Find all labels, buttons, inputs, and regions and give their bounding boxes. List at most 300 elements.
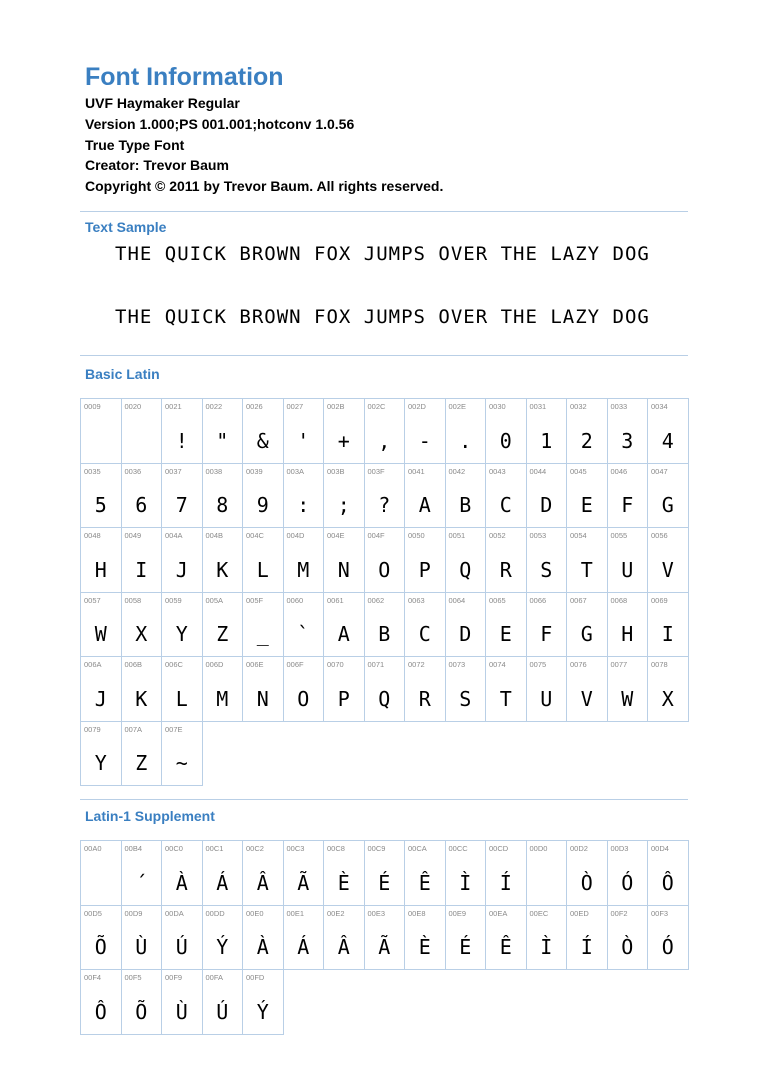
glyph-code: 00E9 (448, 908, 467, 918)
glyph-char: V (580, 686, 593, 711)
glyph-cell (80, 398, 122, 464)
glyph-cell (80, 721, 122, 787)
glyph-code: 00D3 (610, 844, 629, 853)
glyph-char: H (94, 557, 107, 582)
glyph-code: 0038 (205, 466, 223, 476)
glyph-char: 0 (499, 428, 512, 453)
glyph-char: R (418, 686, 431, 711)
glyph-code: 0031 (529, 402, 547, 411)
glyph-code: 0078 (651, 660, 668, 669)
glyph-char: É (459, 935, 472, 959)
glyph-char: Ý (216, 935, 229, 959)
glyph-char: ` (297, 622, 310, 646)
glyph-cell (202, 398, 244, 464)
glyph-cell (485, 840, 527, 906)
glyph-code: 00ED (570, 908, 589, 918)
glyph-code: 003F (367, 466, 385, 476)
glyph-code: 0033 (610, 402, 628, 411)
glyph-cell (80, 840, 122, 906)
glyph-cell (202, 527, 244, 593)
glyph-code: 00CA (408, 844, 427, 853)
glyph-char: 3 (621, 428, 634, 453)
glyph-cell (485, 463, 527, 529)
glyph-cell (485, 592, 527, 658)
glyph-cell (80, 905, 122, 971)
glyph-code: 004E (327, 531, 345, 540)
glyph-char: O (297, 686, 310, 711)
glyph-cell (242, 656, 284, 722)
glyph-cell (607, 840, 649, 906)
glyph-code: 0037 (165, 466, 182, 476)
glyph-code: 00E3 (367, 908, 386, 918)
glyph-cell (161, 840, 203, 906)
glyph-char: Í (499, 870, 512, 895)
glyph-char: Â (337, 935, 350, 959)
glyph-code: 00C0 (165, 844, 183, 853)
glyph-code: 0075 (529, 660, 547, 669)
glyph-code: 0056 (651, 531, 668, 540)
glyph-char: ' (297, 428, 310, 453)
glyph-code: 002D (408, 402, 426, 411)
glyph-code: 0065 (489, 595, 506, 605)
glyph-cell (283, 527, 325, 593)
glyph-cell (202, 656, 244, 722)
glyph-code: 0077 (610, 660, 628, 669)
glyph-char: B (459, 493, 472, 517)
glyph-code: 002C (367, 402, 386, 411)
glyph-char: J (175, 557, 188, 582)
glyph-cell (283, 656, 325, 722)
glyph-char: ! (175, 428, 188, 453)
glyph-char: À (256, 935, 269, 959)
glyph-code: 0026 (246, 402, 263, 411)
glyph-char: T (499, 686, 512, 711)
glyph-cell (161, 905, 203, 971)
text-sample-line: THE QUICK BROWN FOX JUMPS OVER THE LAZY DOG (115, 306, 650, 328)
glyph-cell (607, 463, 649, 529)
glyph-cell (607, 656, 649, 722)
glyph-char: U (621, 557, 634, 582)
glyph-cell (323, 527, 365, 593)
glyph-code: 00EC (529, 908, 549, 918)
glyph-code: 0070 (327, 660, 344, 669)
glyph-cell (526, 398, 568, 464)
glyph-code: 00C1 (205, 844, 224, 853)
glyph-char: X (135, 622, 148, 646)
glyph-cell (121, 527, 163, 593)
divider (80, 211, 688, 212)
glyph-code: 00F3 (651, 908, 669, 918)
divider (80, 799, 688, 800)
glyph-char: M (297, 557, 310, 582)
glyph-code: 0057 (84, 595, 101, 605)
glyph-code: 00D0 (529, 844, 548, 853)
glyph-cell (566, 656, 608, 722)
glyph-cell (323, 840, 365, 906)
glyph-code: 006C (165, 660, 183, 669)
glyph-cell (607, 592, 649, 658)
glyph-code: 0058 (124, 595, 142, 605)
glyph-cell (364, 463, 406, 529)
glyph-code: 0062 (367, 595, 385, 605)
glyph-code: 00C9 (367, 844, 386, 853)
glyph-code: 0047 (651, 466, 668, 476)
glyph-char: K (216, 557, 229, 582)
glyph-cell (242, 905, 284, 971)
glyph-code: 0049 (124, 531, 142, 540)
glyph-char: 2 (580, 428, 593, 453)
glyph-code: 006A (84, 660, 102, 669)
glyph-code: 0021 (165, 402, 182, 411)
glyph-char: Z (135, 751, 148, 775)
glyph-code: 00E8 (408, 908, 426, 918)
glyph-char: Ó (661, 935, 674, 959)
glyph-char: È (337, 870, 350, 895)
glyph-char: È (418, 935, 431, 959)
glyph-char: : (297, 493, 310, 517)
glyph-code: 0060 (286, 595, 304, 605)
glyph-cell (242, 463, 284, 529)
glyph-char: Q (378, 686, 391, 711)
glyph-code: 0022 (205, 402, 223, 411)
glyph-char: R (499, 557, 512, 582)
glyph-code: 0055 (610, 531, 628, 540)
text-sample-line: THE QUICK BROWN FOX JUMPS OVER THE LAZY DOG (115, 243, 650, 265)
glyph-char: Ú (216, 999, 229, 1024)
glyph-cell (485, 527, 527, 593)
glyph-code: 006E (246, 660, 264, 669)
glyph-code: 005F (246, 595, 264, 605)
glyph-cell (647, 656, 689, 722)
glyph-cell (607, 527, 649, 593)
glyph-code: 002B (327, 402, 345, 411)
glyph-char: - (418, 428, 431, 453)
glyph-char: Ó (621, 870, 634, 895)
glyph-code: 00B4 (124, 844, 143, 853)
glyph-char: L (175, 686, 188, 711)
glyph-code: 0066 (529, 595, 547, 605)
glyph-char: Ù (175, 999, 188, 1024)
glyph-code: 0039 (246, 466, 263, 476)
glyph-code: 0073 (448, 660, 466, 669)
latin-1-supplement-heading: Latin-1 Supplement (85, 808, 215, 824)
glyph-code: 00EA (489, 908, 508, 918)
glyph-cell (485, 905, 527, 971)
glyph-cell (647, 592, 689, 658)
glyph-char: E (499, 622, 512, 646)
glyph-cell (445, 905, 487, 971)
glyph-code: 00C2 (246, 844, 264, 853)
glyph-cell (121, 905, 163, 971)
glyph-char: & (256, 428, 269, 453)
glyph-char: 6 (135, 493, 148, 517)
glyph-code: 00A0 (84, 844, 102, 853)
glyph-cell (485, 398, 527, 464)
glyph-char: P (418, 557, 431, 582)
glyph-code: 00E1 (286, 908, 305, 918)
glyph-code: 0046 (610, 466, 628, 476)
glyph-char: 5 (94, 493, 107, 517)
glyph-code: 0045 (570, 466, 587, 476)
glyph-char: Ò (580, 870, 593, 895)
glyph-cell (202, 463, 244, 529)
glyph-cell (242, 969, 284, 1035)
glyph-cell (202, 969, 244, 1035)
glyph-char: V (661, 557, 674, 582)
glyph-cell (121, 969, 163, 1035)
divider (80, 355, 688, 356)
glyph-char: ´ (135, 870, 148, 895)
glyph-cell (364, 527, 406, 593)
glyph-cell (526, 527, 568, 593)
glyph-code: 0071 (367, 660, 385, 669)
glyph-cell (566, 527, 608, 593)
glyph-char: C (418, 622, 431, 646)
glyph-cell (404, 592, 446, 658)
glyph-cell (404, 905, 446, 971)
glyph-cell (121, 398, 163, 464)
glyph-cell (161, 527, 203, 593)
glyph-code: 006D (205, 660, 224, 669)
glyph-char: Í (580, 935, 593, 959)
glyph-code: 00CD (489, 844, 509, 853)
glyph-code: 0036 (124, 466, 142, 476)
glyph-char: N (337, 557, 350, 582)
glyph-cell (80, 592, 122, 658)
glyph-char: Â (256, 870, 269, 895)
glyph-char: , (378, 428, 391, 453)
glyph-char: S (459, 686, 472, 711)
glyph-code: 0069 (651, 595, 668, 605)
glyph-code: 0061 (327, 595, 344, 605)
glyph-cell (242, 527, 284, 593)
glyph-code: 0048 (84, 531, 101, 540)
font-copyright: Copyright © 2011 by Trevor Baum. All rights reserved. (85, 178, 444, 194)
glyph-cell (80, 527, 122, 593)
basic-latin-heading: Basic Latin (85, 366, 160, 382)
glyph-cell (445, 592, 487, 658)
glyph-code: 0009 (84, 402, 101, 411)
glyph-char: 7 (175, 493, 188, 517)
glyph-char: G (580, 622, 593, 646)
glyph-cell (526, 840, 568, 906)
glyph-cell (566, 592, 608, 658)
glyph-char: Ì (540, 935, 553, 959)
glyph-cell (526, 656, 568, 722)
glyph-cell (566, 905, 608, 971)
glyph-cell (242, 840, 284, 906)
glyph-char: Ã (297, 870, 310, 895)
glyph-cell (445, 656, 487, 722)
glyph-code: 007E (165, 724, 183, 734)
glyph-code: 0052 (489, 531, 506, 540)
glyph-cell (526, 463, 568, 529)
glyph-cell (202, 840, 244, 906)
glyph-code: 0020 (124, 402, 142, 411)
glyph-char: I (661, 622, 674, 646)
glyph-char: Q (459, 557, 472, 582)
glyph-char: F (621, 493, 634, 517)
glyph-cell (404, 463, 446, 529)
glyph-char: N (256, 686, 269, 711)
glyph-cell (161, 656, 203, 722)
glyph-cell (404, 840, 446, 906)
glyph-cell (526, 592, 568, 658)
glyph-cell (323, 463, 365, 529)
glyph-code: 0043 (489, 466, 506, 476)
glyph-cell (607, 905, 649, 971)
glyph-code: 00CC (448, 844, 468, 853)
glyph-char: " (216, 428, 229, 453)
glyph-char: G (661, 493, 674, 517)
glyph-cell (607, 398, 649, 464)
glyph-cell (364, 905, 406, 971)
glyph-char: L (256, 557, 269, 582)
glyph-code: 00F9 (165, 973, 183, 982)
glyph-char: À (175, 870, 188, 895)
glyph-char: Ú (175, 935, 188, 959)
glyph-char: U (540, 686, 553, 711)
glyph-cell (364, 398, 406, 464)
glyph-cell (323, 656, 365, 722)
glyph-code: 007A (124, 724, 143, 734)
glyph-char: T (580, 557, 593, 582)
font-name: UVF Haymaker Regular (85, 95, 240, 111)
glyph-code: 004C (246, 531, 264, 540)
glyph-char: 1 (540, 428, 553, 453)
glyph-char: Ê (418, 870, 431, 895)
glyph-code: 00E2 (327, 908, 345, 918)
glyph-char: ~ (175, 751, 188, 775)
glyph-code: 00DA (165, 908, 184, 918)
glyph-char: Õ (94, 935, 107, 959)
glyph-code: 004B (205, 531, 224, 540)
glyph-char: . (459, 428, 472, 453)
glyph-code: 003B (327, 466, 345, 476)
glyph-code: 006B (124, 660, 143, 669)
glyph-code: 0050 (408, 531, 425, 540)
glyph-code: 00F4 (84, 973, 102, 982)
glyph-char: P (337, 686, 350, 711)
glyph-char: ; (337, 493, 350, 517)
glyph-cell (161, 398, 203, 464)
glyph-code: 0032 (570, 402, 587, 411)
glyph-code: 0054 (570, 531, 587, 540)
glyph-cell (647, 905, 689, 971)
glyph-code: 00F5 (124, 973, 142, 982)
glyph-code: 0030 (489, 402, 506, 411)
glyph-code: 004F (367, 531, 385, 540)
glyph-code: 00F2 (610, 908, 628, 918)
glyph-cell (445, 463, 487, 529)
glyph-code: 004D (286, 531, 305, 540)
glyph-code: 00C3 (286, 844, 305, 853)
glyph-cell (121, 721, 163, 787)
glyph-char: _ (256, 622, 269, 646)
glyph-code: 00D5 (84, 908, 102, 918)
text-sample-heading: Text Sample (85, 219, 167, 235)
glyph-cell (242, 398, 284, 464)
glyph-char: X (661, 686, 674, 711)
glyph-char: Y (94, 751, 107, 775)
glyph-cell (202, 592, 244, 658)
glyph-char: 4 (661, 428, 674, 453)
glyph-char: W (94, 622, 107, 646)
glyph-code: 0072 (408, 660, 425, 669)
glyph-code: 006F (286, 660, 304, 669)
glyph-code: 00D9 (124, 908, 143, 918)
glyph-code: 004A (165, 531, 183, 540)
glyph-cell (647, 463, 689, 529)
glyph-code: 0068 (610, 595, 628, 605)
glyph-code: 002E (448, 402, 467, 411)
glyph-char: Ô (94, 999, 107, 1024)
page-title: Font Information (85, 63, 284, 91)
glyph-cell (647, 527, 689, 593)
glyph-char: Z (216, 622, 229, 646)
font-version: Version 1.000;PS 001.001;hotconv 1.0.56 (85, 116, 355, 132)
font-type: True Type Font (85, 137, 185, 153)
glyph-code: 0079 (84, 724, 101, 734)
glyph-char: 9 (256, 493, 269, 517)
glyph-cell (364, 592, 406, 658)
glyph-code: 0074 (489, 660, 506, 669)
glyph-cell (161, 721, 203, 787)
glyph-code: 005A (205, 595, 224, 605)
glyph-cell (404, 398, 446, 464)
glyph-char: F (540, 622, 553, 646)
glyph-cell (121, 592, 163, 658)
glyph-cell (445, 398, 487, 464)
glyph-code: 0063 (408, 595, 425, 605)
glyph-code: 0076 (570, 660, 587, 669)
glyph-char: Á (216, 870, 229, 895)
glyph-char: 8 (216, 493, 229, 517)
glyph-char: É (378, 870, 391, 895)
glyph-char: K (135, 686, 148, 711)
glyph-char: B (378, 622, 391, 646)
glyph-char: J (94, 686, 107, 711)
glyph-code: 00FD (246, 973, 265, 982)
glyph-cell (364, 656, 406, 722)
glyph-code: 00D2 (570, 844, 588, 853)
glyph-cell (323, 398, 365, 464)
latin-1-supplement-glyph-grid (80, 840, 688, 1034)
glyph-char: A (337, 622, 350, 646)
glyph-cell (485, 656, 527, 722)
glyph-code: 0034 (651, 402, 668, 411)
glyph-cell (283, 463, 325, 529)
glyph-code: 00C8 (327, 844, 345, 853)
glyph-code: 0067 (570, 595, 587, 605)
glyph-code: 003A (286, 466, 305, 476)
glyph-cell (283, 592, 325, 658)
glyph-char: Y (175, 622, 188, 646)
glyph-char: Ô (661, 870, 674, 895)
glyph-cell (647, 840, 689, 906)
glyph-code: 0051 (448, 531, 466, 540)
glyph-cell (121, 656, 163, 722)
glyph-code: 0035 (84, 466, 101, 476)
glyph-char: W (621, 686, 634, 711)
glyph-char: H (621, 622, 634, 646)
glyph-cell (526, 905, 568, 971)
glyph-cell (566, 840, 608, 906)
glyph-cell (283, 840, 325, 906)
glyph-cell (445, 840, 487, 906)
glyph-cell (647, 398, 689, 464)
glyph-char: I (135, 557, 148, 582)
